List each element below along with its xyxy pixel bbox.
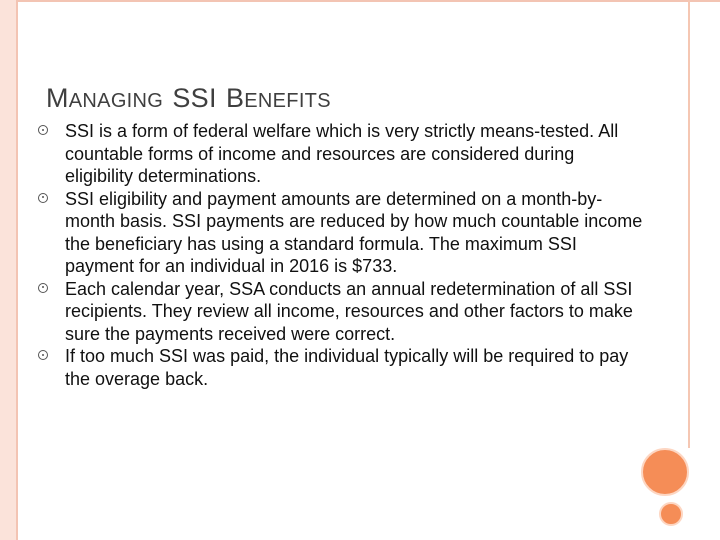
bullet-text: Each calendar year, SSA conducts an annual redetermination of all SSI recipients. They review all income, resources and other factors to make sure the payments received were correct. xyxy=(65,278,633,344)
small-accent-circle xyxy=(659,502,683,526)
bullet-text: SSI is a form of federal welfare which is very strictly means-tested. All countable forms of income and resources are considered during eligibility determinations. xyxy=(65,121,619,186)
right-vertical-line xyxy=(688,0,690,448)
ring-bullet-icon xyxy=(38,193,48,203)
ring-bullet-icon xyxy=(38,125,48,135)
bullet-item xyxy=(46,188,646,278)
large-accent-circle xyxy=(641,448,689,496)
bullet-list xyxy=(46,120,646,390)
left-rail-line xyxy=(16,0,18,540)
title-m: M xyxy=(46,83,69,113)
bullet-item xyxy=(46,120,646,188)
ring-bullet-icon xyxy=(38,350,48,360)
bullet-text: If too much SSI was paid, the individual typically will be required to pay the overage back. xyxy=(65,346,629,389)
slide-title xyxy=(46,78,331,115)
title-ssi: SSI xyxy=(172,83,217,113)
ring-bullet-icon xyxy=(38,283,48,293)
bullet-item xyxy=(46,278,646,346)
title-anaging: ANAGING xyxy=(68,90,164,112)
bullet-item xyxy=(46,345,646,390)
top-border-line xyxy=(16,0,720,2)
title-b: B xyxy=(225,83,245,113)
left-edge-band xyxy=(0,0,16,540)
bullet-text: SSI eligibility and payment amounts are determined on a month-by-month basis. SSI payments are reduced by how much countable income the beneficiary has using a standard formula. The maximum SSI payment for an individual in 2016 is $733. xyxy=(65,188,643,276)
title-enefits: ENEFITS xyxy=(244,90,331,112)
